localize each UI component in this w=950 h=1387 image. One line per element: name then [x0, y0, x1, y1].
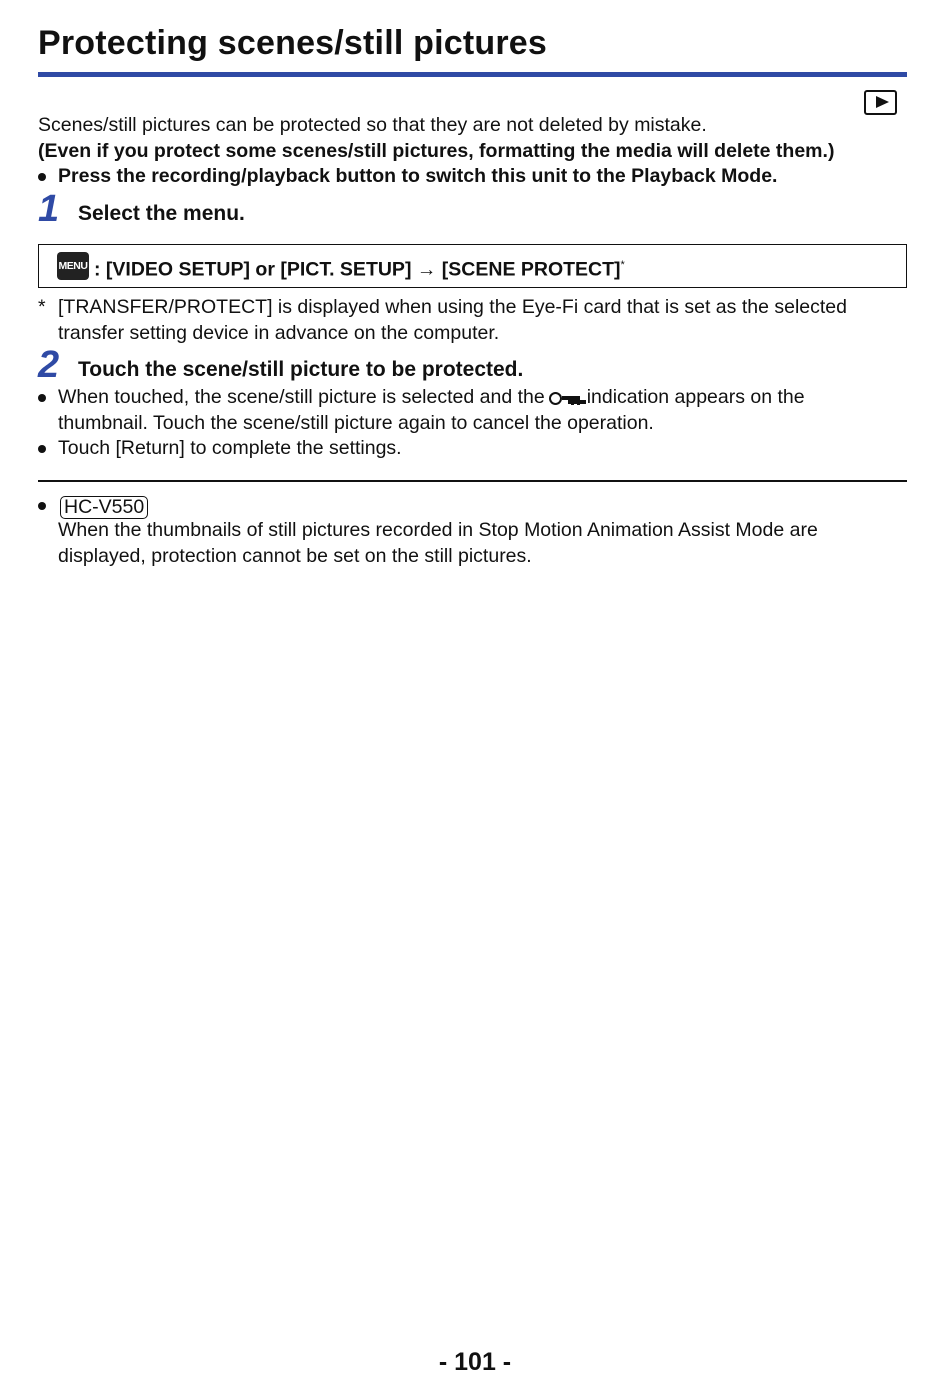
- menu-path-footnote-mark: *: [620, 259, 625, 271]
- bullet-1-text-after: indication appears on the: [586, 386, 805, 408]
- step-2-bullet-1: [58, 385, 805, 410]
- menu-path: [94, 252, 625, 283]
- playback-mode-icon: [864, 90, 897, 115]
- page-number: - 101 -: [438, 1348, 512, 1376]
- protect-key-icon: [549, 391, 581, 405]
- step-2-text: Touch the scene/still picture to be protected.: [78, 358, 524, 381]
- section-rule: [38, 480, 907, 482]
- step-1-text: Select the menu.: [78, 202, 245, 225]
- intro-bullet: Press the recording/playback button to switch this unit to the Playback Mode.: [58, 165, 778, 187]
- page-title: Protecting scenes/still pictures: [38, 24, 548, 62]
- menu-path-text: : [VIDEO SETUP] or [PICT. SETUP] → [SCENE PROTECT]: [94, 258, 621, 281]
- intro-warning: (Even if you protect some scenes/still pictures, formatting the media will delete them.): [38, 140, 835, 162]
- title-rule: [38, 72, 907, 77]
- bullet-dot: [38, 394, 46, 402]
- intro-text: Scenes/still pictures can be protected so that they are not deleted by mistake.: [38, 114, 707, 136]
- footnote-line-2: transfer setting device in advance on the computer.: [58, 322, 500, 344]
- menu-icon: MENU: [57, 252, 89, 280]
- bullet-dot: [38, 173, 46, 181]
- note-line-2: displayed, protection cannot be set on the still pictures.: [58, 545, 532, 567]
- note-line-1: When the thumbnails of still pictures recorded in Stop Motion Animation Assist Mode are: [58, 519, 818, 541]
- step-2-bullet-1-line-2: thumbnail. Touch the scene/still picture again to cancel the operation.: [58, 412, 654, 434]
- model-badge: HC-V550: [60, 496, 148, 519]
- step-2-bullet-2: Touch [Return] to complete the settings.: [58, 437, 402, 459]
- step-1-number: 1: [38, 188, 60, 230]
- step-2-number: 2: [38, 344, 60, 386]
- footnote-line-1: [TRANSFER/PROTECT] is displayed when using the Eye-Fi card that is set as the selected: [58, 296, 847, 318]
- bullet-dot: [38, 502, 46, 510]
- bullet-1-text-before: When touched, the scene/still picture is selected and the: [58, 386, 545, 408]
- bullet-dot: [38, 445, 46, 453]
- footnote-mark: *: [38, 296, 46, 318]
